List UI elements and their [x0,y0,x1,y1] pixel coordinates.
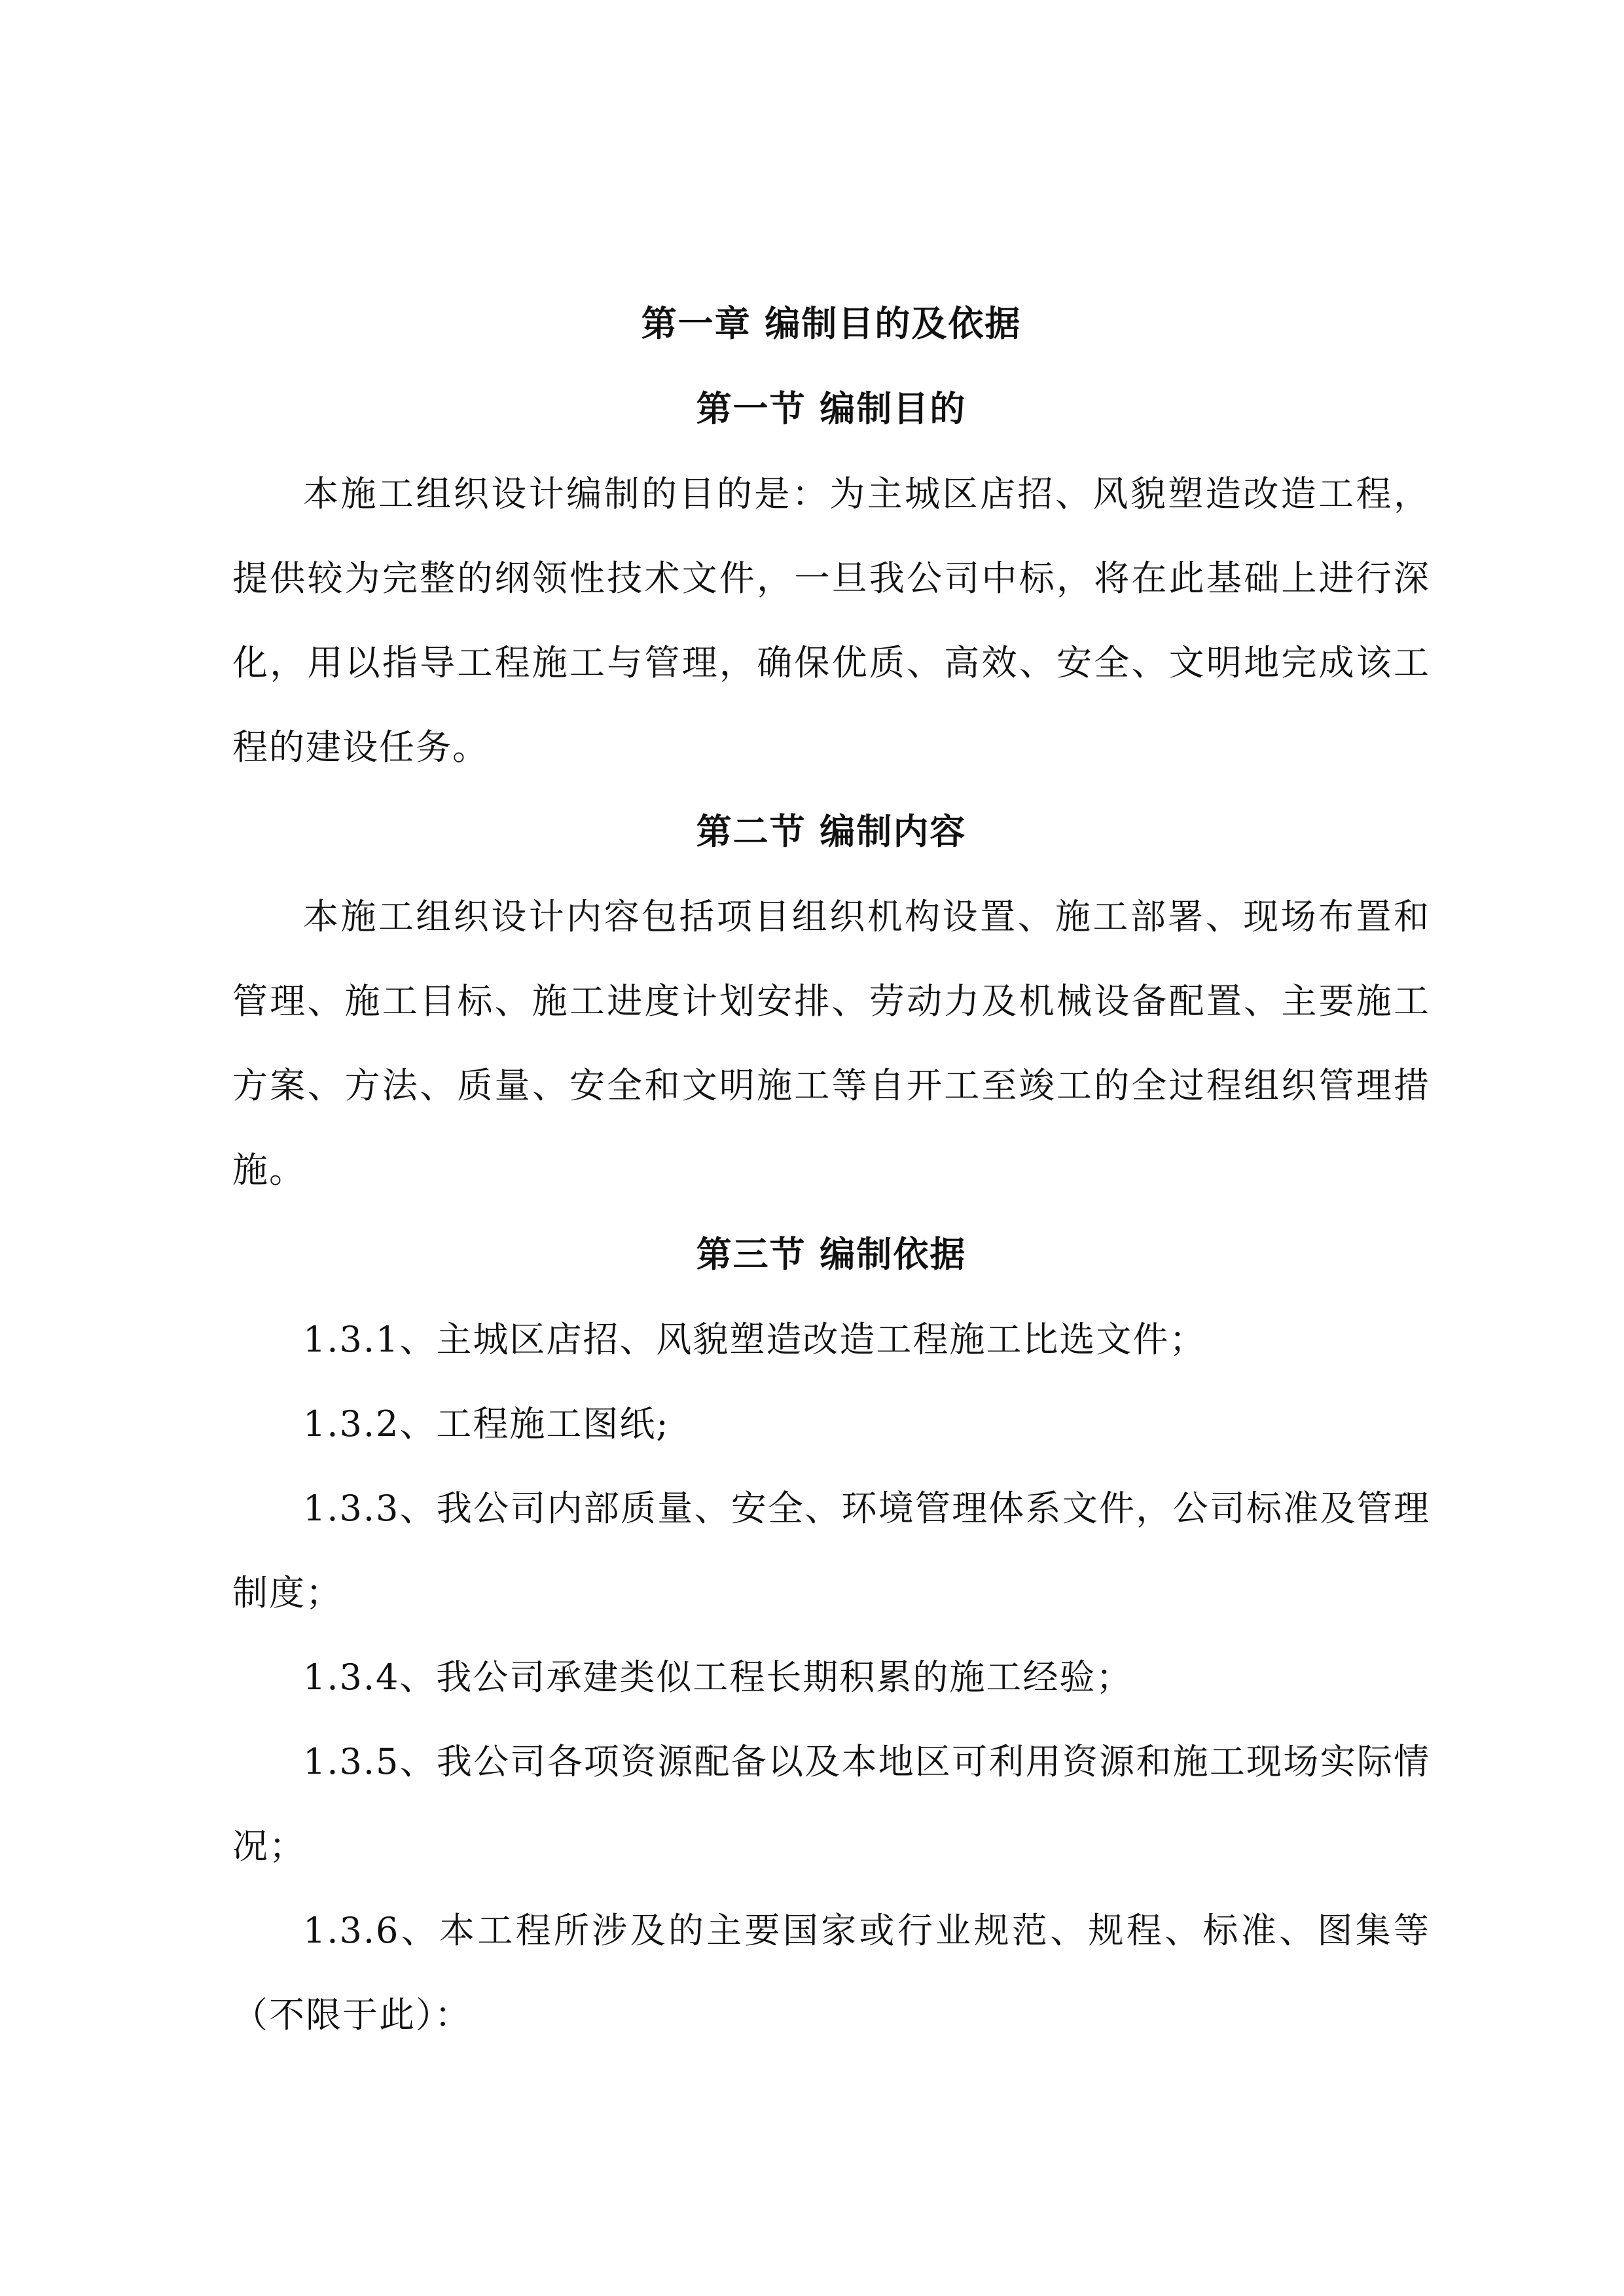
content-paragraph: 本施工组织设计内容包括项目组织机构设置、施工部署、现场布置和管理、施工目标、施工进度计划安排、劳动力及机械设备配置、主要施工方案、方法、质量、安全和文明施工等自开工至竣工的全过程组织管理措施。 [232,896,1430,1191]
basis-item-3: 1.3.3、我公司内部质量、安全、环境管理体系文件，公司标准及管理制度； [232,1488,1430,1613]
basis-item-4: 1.3.4、我公司承建类似工程长期积累的施工经验； [303,1657,1133,1698]
document-page [232,281,1430,2057]
section-title-content: 第二节 编制内容 [696,811,967,852]
basis-item-6: 1.3.6、本工程所涉及的主要国家或行业规范、规程、标准、图集等（不限于此）： [232,1910,1430,2036]
section-title-basis: 第三节 编制依据 [696,1234,967,1275]
basis-item-2: 1.3.2、工程施工图纸; [303,1403,670,1444]
purpose-paragraph: 本施工组织设计编制的目的是：为主城区店招、风貌塑造改造工程，提供较为完整的纲领性技术文件，一旦我公司中标，将在此基础上进行深化，用以指导工程施工与管理，确保优质、高效、安全、文明地完成该工程的建设任务。 [232,473,1430,768]
basis-item-1: 1.3.1、主城区店招、风貌塑造改造工程施工比选文件； [303,1319,1206,1360]
chapter-title: 第一章 编制目的及依据 [641,303,1022,344]
section-title-purpose: 第一节 编制目的 [696,388,967,429]
basis-item-5: 1.3.5、我公司各项资源配备以及本地区可利用资源和施工现场实际情况； [232,1741,1430,1867]
